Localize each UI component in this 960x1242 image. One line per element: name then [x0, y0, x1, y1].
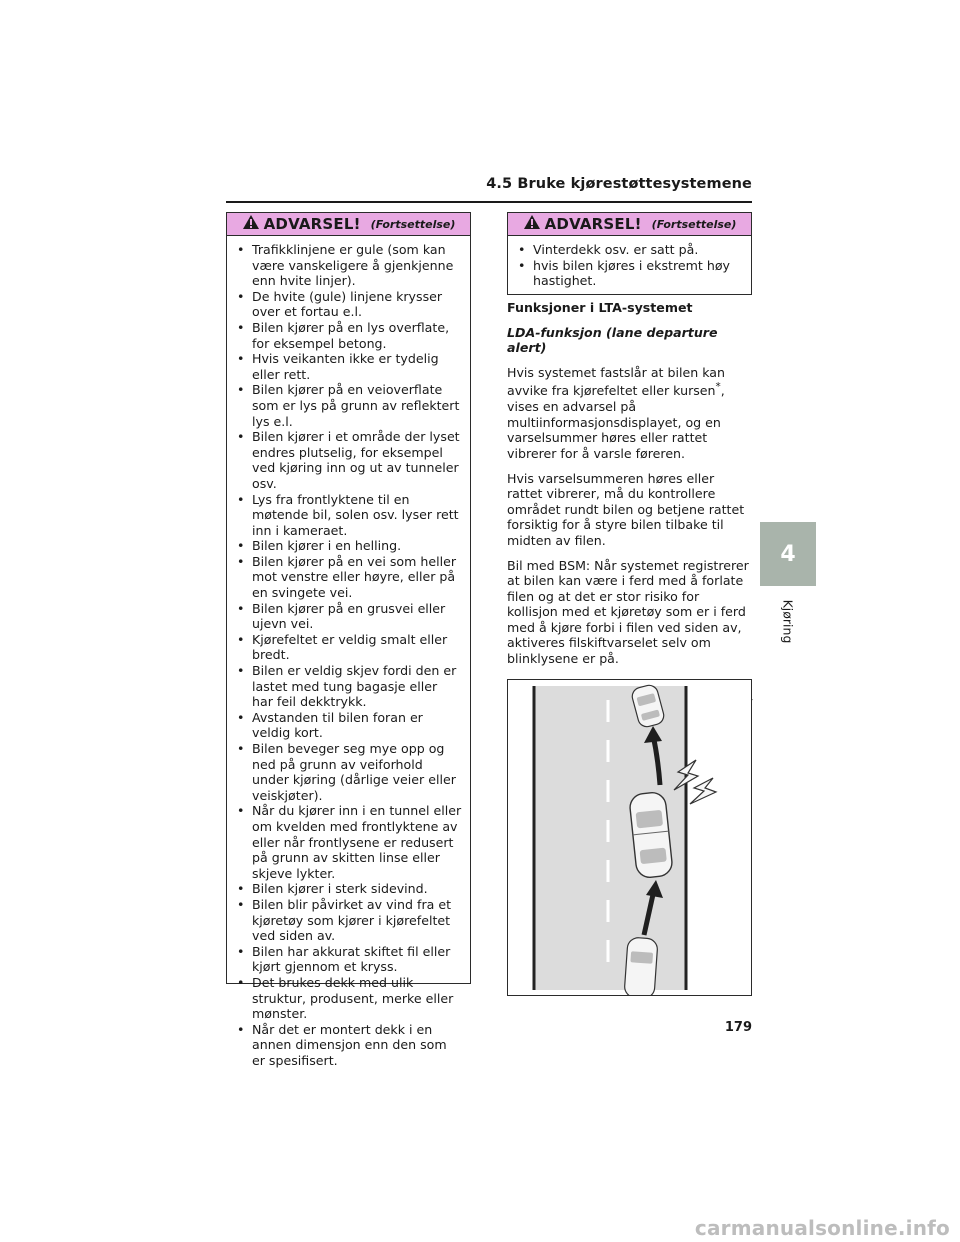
paragraph-2: Hvis varselsummeren høres eller rattet vibrerer, må du kontrollere området rundt bilen og betjene rattet forsiktig for å styre bilen tilbake til midten av filen. [507, 470, 745, 548]
watermark: carmanualsonline.info [694, 1216, 950, 1240]
warning-item: • Trafikklinjene er gule (som kan være vanskeligere å gjenkjenne enn hvite linjer). [237, 242, 462, 289]
warning-item: • Bilen kjører på en lys overflate, for eksempel betong. [237, 320, 462, 351]
warning-item: • Bilen kjører på en grusvei eller ujevn vei. [237, 601, 462, 632]
section-header: 4.5 Bruke kjørestøttesystemene [486, 176, 752, 192]
paragraph-1-end: , vises en advarsel på multiinformasjonsdisplayet, og en varselsummer høres eller rattet vibrerer for å varsle føreren. [507, 383, 725, 461]
warning-item: • Bilen kjører i sterk sidevind. [237, 881, 462, 897]
warning-item: • Avstanden til bilen foran er veldig kort. [237, 710, 462, 741]
warning-item: • Hvis veikanten ikke er tydelig eller rett. [237, 351, 462, 382]
paragraph-3: Bil med BSM: Når systemet registrerer at bilen kan være i ferd med å forlate filen og at det er stor risiko for kollisjon med et kjøretøy som er i ferd med å kjøre forbi i filen ved siden av, aktiveres filskiftvarselet selv om blinklysene er på. [507, 557, 749, 667]
warning-list [508, 236, 751, 297]
warning-header [508, 213, 751, 236]
paragraph-1-start: Hvis systemet fastslår at bilen kan avvike fra kjørefeltet eller kursen [507, 364, 725, 399]
warning-item: • Når det er montert dekk i en annen dimensjon enn den som er spesifisert. [237, 1022, 462, 1069]
warning-icon [242, 214, 260, 234]
warning-item: • Bilen kjører i en helling. [237, 538, 462, 554]
warning-item: • Bilen kjører på en vei som heller mot venstre eller høyre, eller på en svingete vei. [237, 554, 462, 601]
warning-item: • Kjørefeltet er veldig smalt eller bredt. [237, 632, 462, 663]
warning-box-left [226, 212, 471, 1068]
warning-item: • Bilen er veldig skjev fordi den er lastet med tung bagasje eller har feil dekktrykk. [237, 663, 462, 710]
car-bottom-icon [624, 937, 658, 995]
chapter-tab: 4 [760, 522, 816, 586]
lane-departure-illustration [507, 679, 752, 996]
warning-title: ADVARSEL! [263, 215, 361, 233]
header-rule [226, 201, 752, 203]
warning-list [227, 236, 470, 1076]
warning-title: ADVARSEL! [544, 215, 642, 233]
warning-item: • Det brukes dekk med ulik struktur, produsent, merke eller mønster. [237, 975, 462, 1022]
body-text [507, 300, 753, 735]
road-diagram [508, 680, 751, 995]
warning-box-right [507, 212, 752, 295]
warning-item: • Bilen kjører i et område der lyset endres plutselig, for eksempel ved kjøring inn og ut av tunneler osv. [237, 429, 462, 491]
chapter-label: Kjøring [780, 599, 796, 643]
warning-continued: (Fortsettelse) [651, 217, 737, 231]
warning-continued: (Fortsettelse) [370, 217, 456, 231]
page-number: 179 [724, 1020, 752, 1035]
warning-item: • Bilen blir påvirket av vind fra et kjøretøy som kjører i kjørefeltet ved siden av. [237, 897, 462, 944]
section-title: Funksjoner i LTA-systemet [507, 300, 693, 315]
warning-item: • Vinterdekk osv. er satt på. [518, 242, 743, 258]
footnote-ref: * [715, 381, 721, 394]
warning-icon [523, 214, 541, 234]
warning-item: • hvis bilen kjøres i ekstremt høy hastighet. [518, 258, 743, 289]
paragraph-1 [507, 365, 753, 462]
warning-item: • Bilen beveger seg mye opp og ned på grunn av veiforhold under kjøring (dårlige veier eller veiskjøter). [237, 741, 462, 803]
warning-header [227, 213, 470, 236]
warning-item: • De hvite (gule) linjene krysser over et fortau e.l. [237, 289, 462, 320]
warning-item: • Lys fra frontlyktene til en møtende bil, solen osv. lyser rett inn i kameraet. [237, 492, 462, 539]
warning-item: • Når du kjører inn i en tunnel eller om kvelden med frontlyktene av eller når frontlysene er redusert på grunn av skitten linse eller skjeve lykter. [237, 803, 462, 881]
subsection-title: LDA-funksjon (lane departure alert) [507, 324, 718, 356]
warning-item: • Bilen kjører på en veioverflate som er lys på grunn av reflektert lys e.l. [237, 382, 462, 429]
warning-item: • Bilen har akkurat skiftet fil eller kjørt gjennom et kryss. [237, 944, 462, 975]
